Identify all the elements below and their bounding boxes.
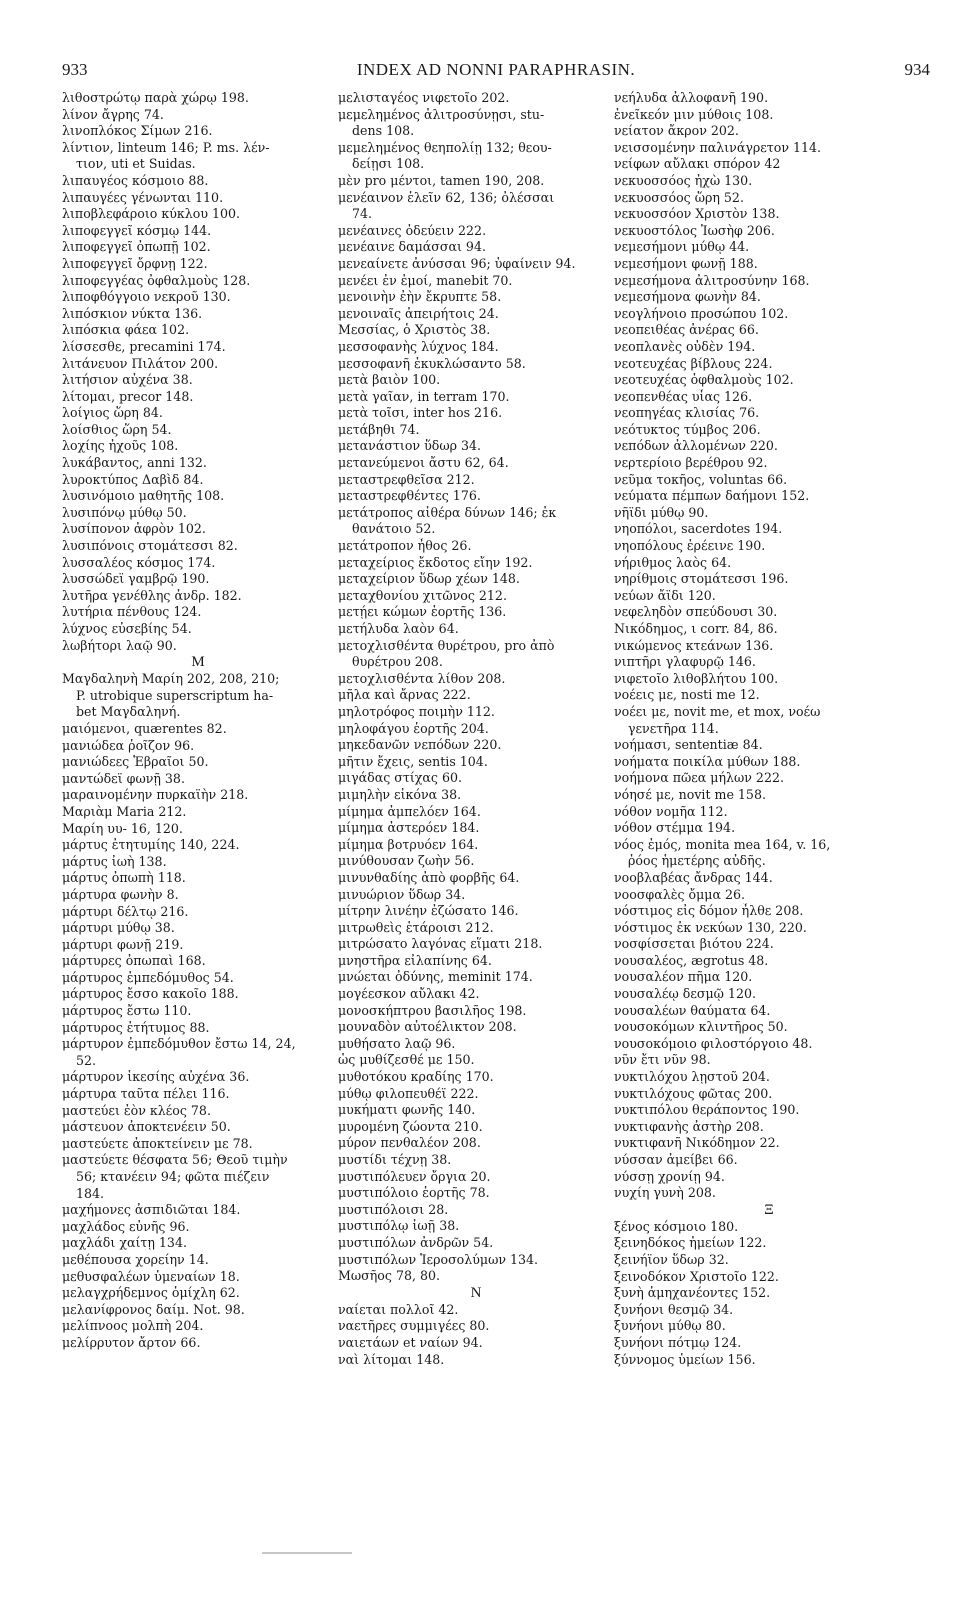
index-entry: μεθυσφαλέων ὑμεναίων 18. (62, 1268, 240, 1284)
index-entry: νυκτιφανὴς ἀστὴρ 208. (614, 1118, 764, 1134)
index-entry: λιπόσκιον νύκτα 136. (62, 305, 203, 321)
index-entry: λωβήτορι λαῷ 90. (62, 637, 177, 653)
index-entry: νυκτιλόχου λῃστοῦ 204. (614, 1069, 770, 1085)
index-entry: μεταστρεφθεῖσα 212. (338, 471, 475, 487)
index-entry: ξεινήϊον ὕδωρ 32. (614, 1251, 729, 1267)
index-entry: μαραινομένην πυρκαϊὴν 218. (62, 787, 249, 803)
index-entry: νεοπλανὲς οὐδὲν 194. (614, 338, 756, 354)
index-entry: Μεσσίας, ὁ Χριστὸς 38. (338, 322, 491, 338)
index-entry: λυσσαλέος κόσμος 174. (62, 554, 216, 570)
index-entry: νεισσομένην παλινάγρετον 114. (614, 139, 822, 155)
index-entry: λιποφθόγγοιο νεκροῦ 130. (62, 289, 231, 305)
index-entry: μελίπνοος μολπὴ 204. (62, 1318, 204, 1334)
running-header (62, 60, 930, 82)
index-entry: μίμημα βοτρυόεν 164. (338, 836, 479, 852)
index-entry: μάρτυρι δέλτῳ 216. (62, 903, 189, 919)
index-entry: μενέαινον ἑλεῖν 62, 136; ὀλέσσαι (338, 189, 555, 205)
index-entry: μυστιπόλοισι 28. (338, 1201, 449, 1217)
index-entry: μετὰ γαῖαν, in terram 170. (338, 388, 510, 404)
index-entry: νεμεσήμονα φωνὴν 84. (614, 289, 761, 305)
index-entry: μενοιναῖς ἀπειρήτοις 24. (338, 305, 499, 321)
index-entry: μανιώδεα ῥοῖζον 96. (62, 737, 195, 753)
index-entry: μιτρωθεὶς ἑτάροισι 212. (338, 919, 494, 935)
index-entry: ξυνήονι θεσμῷ 34. (614, 1301, 734, 1317)
index-entry: μίμημα ἀστερόεν 184. (338, 820, 480, 836)
index-entry: Μαριὰμ Maria 212. (62, 803, 187, 819)
index-entry: ξυνήονι μύθῳ 80. (614, 1318, 726, 1334)
index-entry: νεμεσήμονα ἀλιτροσύνην 168. (614, 272, 810, 288)
index-entry: μυστιπόλευεν ὄργια 20. (338, 1168, 491, 1184)
page-number-left: 933 (62, 60, 88, 79)
index-entry: λυτῆρα γενέθλης ἀνδρ. 182. (62, 587, 242, 603)
index-entry: 56; κτανέειν 94; φῶτα πιέζειν (76, 1169, 270, 1184)
index-entry: νιφετοῖο λιθοβλήτου 100. (614, 670, 779, 686)
index-entry: μηλοτρόφος ποιμὴν 112. (338, 703, 495, 719)
index-entry: μαιόμενοι, quærentes 82. (62, 720, 227, 736)
index-entry: λύχνος εὐσεβίης 54. (62, 621, 192, 636)
index-entry: ναιετάων et ναίων 94. (338, 1334, 483, 1350)
letter-heading: Ξ (764, 1201, 774, 1218)
index-entry: μετοχλισθέντα θυρέτρου, pro ἀπὸ (338, 637, 555, 653)
index-entry: νουσαλέον πῆμα 120. (614, 969, 753, 985)
index-entry: τιον, uti et Suidas. (76, 156, 196, 172)
index-entry: μελίρρυτον ἄρτον 66. (62, 1334, 201, 1350)
index-entry: νήριθμος λαὸς 64. (614, 554, 732, 570)
index-entry: μύρον πενθαλέον 208. (338, 1135, 481, 1151)
index-entry: νηοπόλοι, sacerdotes 194. (614, 521, 783, 537)
index-entry: νοσφίσσεται βιότου 224. (614, 936, 774, 952)
index-entry: μίμημα ἀμπελόεν 164. (338, 803, 481, 819)
index-entry: λυσιπόνοις στομάτεσσι 82. (62, 538, 238, 554)
index-entry: νόστιμος εἰς δόμον ἦλθε 208. (614, 903, 804, 919)
index-entry: μάρτυρος ἔστω 110. (62, 1003, 192, 1019)
index-entry: μάρτυρος ἐτήτυμος 88. (62, 1019, 210, 1035)
index-entry: νηοπόλους ἐρέεινε 190. (614, 538, 766, 554)
index-entry: νεμεσήμονι φωνῇ 188. (614, 255, 758, 271)
index-entry: νύσσαν ἀμείβει 66. (614, 1152, 738, 1167)
index-entry: 74. (352, 206, 373, 222)
index-entry: λιποβλεφάροιο κύκλου 100. (62, 206, 241, 222)
index-entry: λιποφεγγεῖ κόσμῳ 144. (62, 222, 212, 238)
index-entry: νόος ἐμός, monita mea 164, v. 16, (614, 836, 831, 852)
index-entry: Μαγδαληνὴ Μαρίη 202, 208, 210; (62, 671, 280, 687)
index-entry: μάστευον ἀποκτενέειν 50. (62, 1119, 231, 1135)
index-entry: λίνον ἄγρης 74. (62, 106, 164, 122)
index-entry: νεπόδων ἀλλομένων 220. (614, 438, 778, 454)
index-entry: μελανίφρονος δαίμ. Not. 98. (62, 1301, 245, 1317)
running-title: INDEX AD NONNI PARAPHRASIN. (356, 60, 636, 79)
index-entry: λίσσεσθε, precamini 174. (62, 338, 226, 354)
index-entry: λιπαυγέος κόσμοιο 88. (62, 172, 209, 188)
index-entry: νόθον νομῆα 112. (614, 803, 728, 819)
index-entry: μενεαίνετε ἀνύσσαι 96; ὑφαίνειν 94. (338, 255, 576, 271)
index-entry: 52. (76, 1052, 97, 1068)
index-entry: νεύων ἄϊδι 120. (614, 587, 716, 603)
index-entry: μυστιπόλῳ ἰωῇ 38. (338, 1218, 460, 1234)
index-entry: νυκτιφανῆ Νικόδημον 22. (614, 1135, 780, 1151)
index-entry: μυρομένη ζώοντα 210. (338, 1118, 483, 1134)
index-entry: μενέαινες ὀδεύειν 222. (338, 222, 487, 238)
index-entry: μάρτυρον ἐμπεδόμυθον ἔστω 14, 24, (62, 1036, 296, 1052)
index-entry: νουσοκόμοιο φιλοστόργοιο 48. (614, 1035, 813, 1051)
index-entry: νικώμενος κτεάνων 136. (614, 637, 774, 653)
index-entry: μάρτυρα φωνὴν 8. (62, 886, 179, 902)
index-entry: νείατον ἄκρον 202. (614, 123, 739, 139)
index-entry: δείῃσι 108. (352, 156, 425, 172)
index-entry: νεότυκτος τύμβος 206. (614, 421, 761, 437)
index-entry: μαχήμονες ἀσπιδιῶται 184. (62, 1202, 241, 1218)
index-entry: λυσινόμοιο μαθητῆς 108. (62, 488, 225, 504)
index-entry: μεμελημένος θεηπολίῃ 132; θεου- (338, 139, 552, 155)
index-entry: νεκυοσσόος ὥρη 52. (614, 189, 744, 205)
index-entry: μαστεύετε θέσφατα 56; Θεοῦ τιμὴν (62, 1152, 288, 1168)
index-entry: μάρτυρες ὀπωπαὶ 168. (62, 953, 206, 969)
index-entry: μετῄει κώμων ἑορτῆς 136. (338, 604, 507, 620)
index-entry: μιμηλὴν εἰκόνα 38. (338, 786, 462, 802)
index-entry: μετανάστιον ὕδωρ 34. (338, 438, 482, 454)
index-entry: λιπαυγέες γένωνται 110. (62, 189, 224, 205)
index-entry: λιτάνευον Πιλάτον 200. (62, 355, 219, 371)
index-entry: νοήμασι, sententiæ 84. (614, 737, 763, 753)
index-entry: νυκτιλόχους φῶτας 200. (614, 1085, 773, 1101)
index-entry: νιπτῆρι γλαφυρῷ 146. (614, 654, 756, 670)
index-entry: νῆϊδι μύθῳ 90. (614, 504, 709, 520)
index-entry: λιθοστρώτῳ παρὰ χώρῳ 198. (62, 90, 249, 105)
index-entry: μυθοτόκου κραδίης 170. (338, 1069, 494, 1085)
letter-heading: N (470, 1284, 482, 1301)
index-entry: ῥόος ἡμετέρης αὐδῆς. (628, 853, 766, 869)
index-entry: μετάβηθι 74. (338, 421, 420, 437)
index-entry: νεοπενθέας υἷας 126. (614, 388, 753, 404)
index-entry: μάρτυρα ταῦτα πέλει 116. (62, 1086, 230, 1102)
page-number-right: 934 (904, 60, 930, 79)
index-entry: μετάτροπον ἦθος 26. (338, 538, 472, 554)
index-entry: μελισταγέος νιφετοῖο 202. (338, 90, 510, 105)
index-entry: ἐνεῖκεόν μιν μύθοις 108. (614, 106, 774, 122)
index-entry: νεοπηγέας κλισίας 76. (614, 405, 760, 421)
index-entry: μάρτυς ἐτητυμίης 140, 224. (62, 837, 240, 853)
index-entry: λυσιπόνῳ μύθῳ 50. (62, 504, 187, 520)
index-entry: νυχίη γυνὴ 208. (614, 1185, 716, 1201)
index-entry: μεταχείριος ἔκδοτος εἴην 192. (338, 554, 533, 570)
index-entry: μαχλάδος εὐνῆς 96. (62, 1218, 190, 1234)
index-entry: μογέεσκον αὔλακι 42. (338, 986, 480, 1002)
index-entry: μαστεύετε ἀποκτείνειν με 78. (62, 1135, 253, 1151)
index-entry: νεοτευχέας ὀφθαλμοὺς 102. (614, 372, 794, 388)
index-entry: νόστιμος ἐκ νεκύων 130, 220. (614, 919, 807, 935)
index-entry: μάρτυρος ἔσσο κακοῖο 188. (62, 986, 239, 1002)
index-entry: λοίγιος ὥρη 84. (62, 405, 163, 421)
index-entry: μαχλάδι χαίτῃ 134. (62, 1235, 187, 1251)
index-entry: νοοσφαλὲς ὄμμα 26. (614, 886, 746, 902)
index-entry: νεοπειθέας ἀνέρας 66. (614, 322, 759, 338)
index-entry: λυσσώδεϊ γαμβρῷ 190. (62, 571, 210, 587)
letter-heading: M (191, 654, 205, 671)
index-entry: μετὰ βαιὸν 100. (338, 372, 441, 388)
index-entry: μεσσοφανὴς λύχνος 184. (338, 338, 499, 354)
index-entry: μυκήματι φωνῆς 140. (338, 1102, 476, 1118)
index-entry: μνώεται ὀδύνης, meminit 174. (338, 969, 533, 985)
index-entry: μυστιπόλων Ἱεροσολύμων 134. (338, 1251, 539, 1267)
index-entry: νύσσῃ χρονίῃ 94. (614, 1168, 725, 1184)
index-entry: μαστεύει ἐὸν κλέος 78. (62, 1102, 211, 1118)
index-entry: μίτρην λινέην ἐζώσατο 146. (338, 903, 519, 919)
index-entry: λυτήρια πένθους 124. (62, 604, 202, 620)
index-entry: νεκυοσσόον Χριστὸν 138. (614, 206, 780, 222)
index-entry: ναὶ λίτομαι 148. (338, 1351, 445, 1367)
index-entry: μετάτροπος αἰθέρα δύνων 146; ἐκ (338, 504, 557, 520)
index-entry: μινυώριον ὕδωρ 34. (338, 886, 466, 902)
index-entry: ξυνὴ ἀμηχανέοντες 152. (614, 1285, 771, 1301)
index-entry: νοήμονα πῶεα μήλων 222. (614, 770, 784, 786)
index-entry: λοίσθιος ὥρη 54. (62, 421, 172, 437)
index-entry: λιτήσιον αὐχένα 38. (62, 372, 193, 388)
index-entry: μαντώδεϊ φωνῇ 38. (62, 770, 185, 786)
index-entry: νεφεληδὸν σπεύδουσι 30. (614, 604, 778, 620)
index-entry: νείφων αὔλακι σπόρον 42 (614, 156, 781, 172)
index-entry: μύθῳ φιλοπευθέϊ 222. (338, 1085, 479, 1101)
index-entry: λιπόσκια φάεα 102. (62, 322, 190, 338)
index-entry: νοήματα ποικίλα μύθων 188. (614, 753, 801, 769)
index-entry: μουναδὸν αὐτοέλικτον 208. (338, 1019, 517, 1035)
index-entry: λυροκτύπος Δαβὶδ 84. (62, 471, 204, 487)
index-entry: θανάτοιο 52. (352, 521, 436, 537)
index-entry: μάρτυς ὀπωπὴ 118. (62, 870, 186, 886)
index-entry: μεταχείριον ὕδωρ χέων 148. (338, 571, 520, 587)
index-entry: μιτρώσατο λαγόνας εἵματι 218. (338, 936, 543, 952)
index-entry: νοέει με, novit me, et mox, νοέω (614, 703, 821, 719)
index-entry: νουσαλέων θαύματα 64. (614, 1002, 771, 1018)
index-entry: λυσίπονον ἀφρὸν 102. (62, 521, 206, 537)
index-entry: μυστιπόλοιο ἑορτῆς 78. (338, 1185, 490, 1201)
index-entry: λιποφεγγέας ὀφθαλμοὺς 128. (62, 272, 251, 288)
index-entry: νουσαλέῳ δεσμῷ 120. (614, 986, 756, 1002)
index-entry: λυκάβαντος, anni 132. (62, 455, 207, 471)
index-entry: 184. (76, 1185, 105, 1201)
index-entry: νυκτιπόλου θεράποντος 190. (614, 1102, 800, 1118)
index-entry: μάρτυρον ἱκεσίης αὐχένα 36. (62, 1069, 250, 1085)
index-entry: μυστιπόλων ἀνδρῶν 54. (338, 1234, 494, 1250)
index-entry: λίντιον, linteum 146; P. ms. λέν- (62, 139, 270, 155)
index-entry: ξυνήονι πότμῳ 124. (614, 1334, 742, 1350)
index-entry: νουσοκόμων κλιντῆρος 50. (614, 1019, 788, 1035)
index-entry: μυθήσατο λαῷ 96. (338, 1035, 456, 1051)
index-entry: νεκυοσσόος ἠχὼ 130. (614, 172, 753, 188)
index-entry: λοχίης ἠχοῦς 108. (62, 438, 179, 454)
index-entry: μονοσκήπτρου βασιλῆος 198. (338, 1002, 527, 1018)
index-entry: νῦν ἔτι νῦν 98. (614, 1052, 711, 1068)
index-entry: μὲν pro μέντοι, tamen 190, 208. (338, 172, 545, 188)
print-smudge (262, 1552, 352, 1554)
index-entry: λιποφεγγεῖ ὀπωπῇ 102. (62, 239, 211, 255)
index-entry: μάρτυρος ἐμπεδόμυθος 54. (62, 969, 234, 985)
index-entry: μεταχθονίου χιτῶνος 212. (338, 587, 507, 603)
index-entry: νοοβλαβέας ἄνδρας 144. (614, 869, 773, 885)
index-entry: μῆλα καὶ ἄρνας 222. (338, 687, 471, 703)
index-entry: νεῦμα τοκῆος, voluntas 66. (614, 471, 788, 487)
index-entry: μενέει ἐν ἐμοί, manebit 70. (338, 272, 513, 288)
index-entry: ξεινοδόκον Χριστοῖο 122. (614, 1268, 779, 1284)
index-entry: Μωσῆος 78, 80. (338, 1268, 441, 1284)
index-entry: μυστίδι τέχνῃ 38. (338, 1152, 452, 1167)
index-entry: θυρέτρου 208. (352, 654, 443, 670)
index-entry: μεθέπουσα χορείην 14. (62, 1251, 209, 1267)
index-entry: νόησέ με, novit me 158. (614, 786, 766, 802)
index-entry: μηλοφάγου ἑορτῆς 204. (338, 720, 489, 736)
index-entry: μετὰ τοῖσι, inter hos 216. (338, 405, 503, 421)
index-entry: ξύννομος ὑμείων 156. (614, 1351, 756, 1367)
index-entry: bet Μαγδαληνή. (76, 704, 181, 720)
index-entry: μεμελημένος ἀλιτροσύνῃσι, stu- (338, 106, 545, 122)
index-column-left (62, 90, 334, 1352)
index-entry: μάρτυρι φωνῇ 219. (62, 936, 184, 952)
index-entry: μανιώδεες Ἑβραῖοι 50. (62, 754, 209, 770)
index-entry: γενετῆρα 114. (628, 720, 719, 736)
index-entry: μενέαινε δαμάσσαι 94. (338, 239, 486, 255)
index-entry: Μαρίη υυ- 16, 120. (62, 820, 183, 836)
index-entry: νεήλυδα ἀλλοφανῆ 190. (614, 90, 769, 105)
index-entry: νεκυοστόλος Ἰωσὴφ 206. (614, 222, 775, 238)
index-entry: μάρτυρι μύθῳ 38. (62, 920, 175, 936)
index-entry: μινυνθαδίης ἀπὸ φορβῆς 64. (338, 869, 520, 885)
index-column-middle (338, 90, 614, 1368)
index-entry: λινοπλόκος Σίμων 216. (62, 123, 213, 139)
index-entry: λιποφεγγεῖ ὄρφνῃ 122. (62, 255, 208, 271)
index-entry: μενοινὴν ἐὴν ἔκρυπτε 58. (338, 289, 502, 305)
index-entry: μετοχλισθέντα λίθον 208. (338, 670, 506, 686)
index-entry: ὡς μυθίζεσθέ με 150. (338, 1052, 475, 1068)
index-entry: νουσαλέος, ægrotus 48. (614, 952, 769, 968)
index-entry: λίτομαι, precor 148. (62, 388, 194, 404)
index-entry: νόθον στέμμα 194. (614, 820, 736, 836)
index-entry: μεταστρεφθέντες 176. (338, 488, 481, 504)
index-entry: νοέεις με, nosti me 12. (614, 687, 760, 703)
index-entry: ξεινηδόκος ἡμείων 122. (614, 1235, 767, 1251)
index-entry: ναετῆρες συμμιγέες 80. (338, 1318, 490, 1334)
index-column-right (614, 90, 924, 1368)
index-entry: dens 108. (352, 123, 415, 139)
index-entry: μῆτιν ἔχεις, sentis 104. (338, 753, 488, 769)
index-entry: νεοτευχέας βίβλους 224. (614, 355, 773, 371)
index-entry: μινύθουσαν ζωὴν 56. (338, 853, 475, 869)
index-entry: ξένος κόσμοιο 180. (614, 1218, 739, 1234)
index-entry: P. utrobique superscriptum ha- (76, 687, 274, 703)
index-entry: μεσσοφανῆ ἐκυκλώσαντο 58. (338, 355, 526, 371)
index-entry: νεμεσήμονι μύθῳ 44. (614, 239, 750, 255)
index-entry: μάρτυς ἰωὴ 138. (62, 853, 167, 869)
index-entry: νεογλήνοιο προσώπου 102. (614, 305, 789, 321)
index-entry: ναίεται πολλοῖ 42. (338, 1301, 459, 1317)
index-entry: μετήλυδα λαὸν 64. (338, 621, 459, 636)
index-entry: μηκεδανῶν νεπόδων 220. (338, 737, 502, 753)
index-entry: μνηστῆρα εἰλαπίνης 64. (338, 952, 492, 968)
index-entry: μελαγχρήδεμνος ὁμίχλη 62. (62, 1285, 240, 1301)
index-entry: νεύματα πέμπων δαήμονι 152. (614, 488, 810, 504)
index-entry: νερτερίοιο βερέθρου 92. (614, 455, 768, 471)
index-entry: μιγάδας στίχας 60. (338, 770, 463, 786)
index-entry: μετανεύμενοι ἄστυ 62, 64. (338, 455, 509, 471)
index-entry: νηρίθμοις στομάτεσσι 196. (614, 571, 789, 587)
index-entry: Νικόδημος, ι corr. 84, 86. (614, 621, 778, 636)
